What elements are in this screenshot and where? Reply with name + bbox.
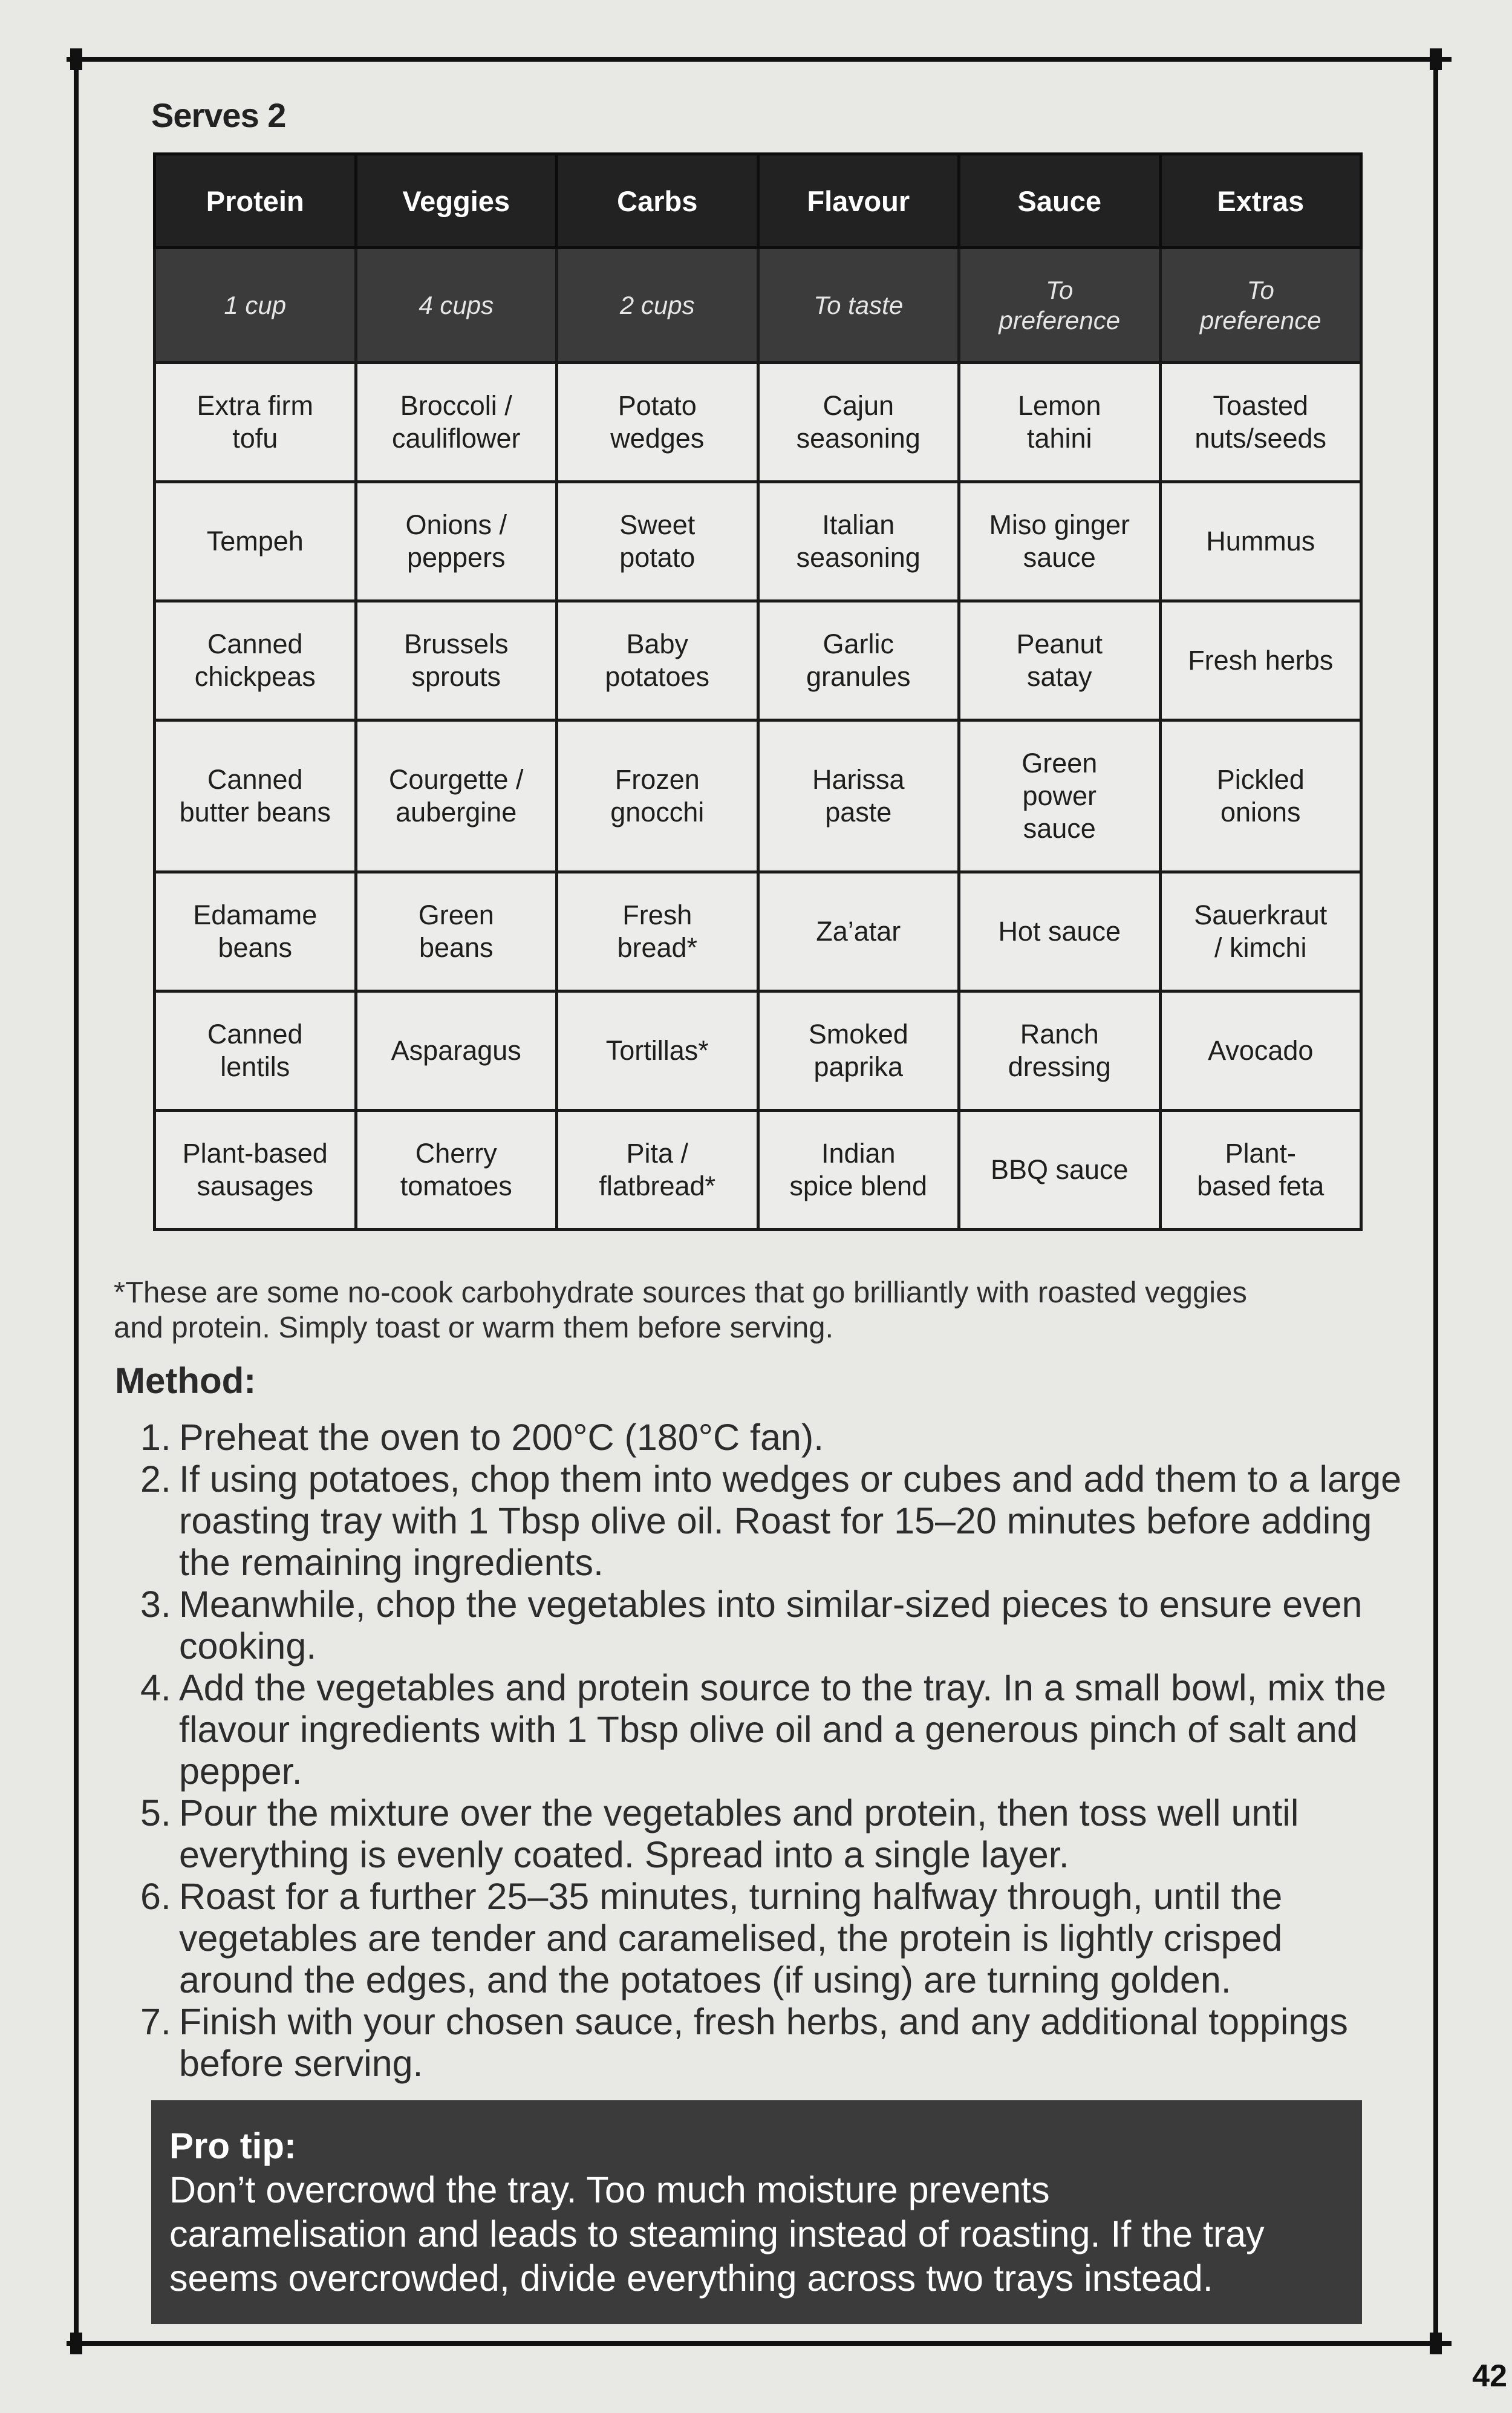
- table-cell: Hummus: [1160, 482, 1361, 601]
- method-step: [140, 1417, 1404, 1458]
- table-row: [155, 363, 1361, 482]
- table-cell: Miso ginger sauce: [959, 482, 1161, 601]
- table-cell: BBQ sauce: [959, 1111, 1161, 1230]
- frame-bottom-line: [67, 2341, 1452, 2346]
- table-cell: Fresh herbs: [1160, 601, 1361, 720]
- table-cell: Pickled onions: [1160, 720, 1361, 872]
- header-veggies: Veggies: [356, 154, 557, 248]
- table-cell: Baby potatoes: [557, 601, 758, 720]
- method-step: [140, 1792, 1404, 1876]
- method-step: [140, 2001, 1404, 2085]
- step-number: 6.: [140, 1876, 171, 1917]
- frame-corner-mark: [70, 2333, 82, 2354]
- table-cell: Pita / flatbread*: [557, 1111, 758, 1230]
- pro-tip-box: [151, 2100, 1362, 2324]
- step-number: 7.: [140, 2001, 171, 2042]
- method-step: [140, 1458, 1404, 1584]
- ingredients-table: [153, 152, 1363, 1231]
- frame-right-line: [1433, 57, 1438, 2346]
- header-carbs: Carbs: [557, 154, 758, 248]
- table-row: [155, 1111, 1361, 1230]
- table-cell: Broccoli / cauliflower: [356, 363, 557, 482]
- quantity-cell: 4 cups: [356, 248, 557, 363]
- table-cell: Tortillas*: [557, 991, 758, 1111]
- table-cell: Sauerkraut / kimchi: [1160, 872, 1361, 991]
- table-cell: Edamame beans: [155, 872, 356, 991]
- quantity-cell: To preference: [1160, 248, 1361, 363]
- table-cell: Plant- based feta: [1160, 1111, 1361, 1230]
- table-cell: Extra firm tofu: [155, 363, 356, 482]
- table-cell: Peanut satay: [959, 601, 1161, 720]
- frame-top-line: [67, 57, 1452, 62]
- method-step: [140, 1584, 1404, 1667]
- method-step: [140, 1667, 1404, 1792]
- method-steps-list: [140, 1417, 1404, 2085]
- table-cell: Canned chickpeas: [155, 601, 356, 720]
- frame-left-line: [74, 57, 79, 2346]
- step-number: 3.: [140, 1584, 171, 1625]
- table-cell: Courgette / aubergine: [356, 720, 557, 872]
- table-cell: Harissa paste: [758, 720, 959, 872]
- quantity-row: [155, 248, 1361, 363]
- table-cell: Ranch dressing: [959, 991, 1161, 1111]
- table-cell: Potato wedges: [557, 363, 758, 482]
- frame-corner-mark: [70, 48, 82, 70]
- step-number: 1.: [140, 1417, 171, 1458]
- step-number: 2.: [140, 1458, 171, 1500]
- table-cell: Toasted nuts/seeds: [1160, 363, 1361, 482]
- table-row: [155, 991, 1361, 1111]
- header-protein: Protein: [155, 154, 356, 248]
- table-cell: Onions / peppers: [356, 482, 557, 601]
- table-cell: Avocado: [1160, 991, 1361, 1111]
- pro-tip-body: Don’t overcrowd the tray. Too much moisture prevents caramelisation and leads to steaming instead of roasting. If the tray seems overcrowded, divide everything across two trays instead.: [169, 2169, 1265, 2299]
- table-row: [155, 482, 1361, 601]
- step-text: Finish with your chosen sauce, fresh herbs, and any additional toppings before serving.: [179, 2001, 1348, 2084]
- table-cell: Canned butter beans: [155, 720, 356, 872]
- header-sauce: Sauce: [959, 154, 1161, 248]
- step-text: Add the vegetables and protein source to the tray. In a small bowl, mix the flavour ingredients with 1 Tbsp olive oil and a generous pinch of salt and pepper.: [179, 1667, 1387, 1792]
- method-heading: Method:: [115, 1360, 256, 1401]
- pro-tip-title: Pro tip:: [169, 2126, 296, 2166]
- table-header-row: [155, 154, 1361, 248]
- step-number: 5.: [140, 1792, 171, 1833]
- table-cell: Smoked paprika: [758, 991, 959, 1111]
- table-cell: Italian seasoning: [758, 482, 959, 601]
- frame-corner-mark: [1430, 2333, 1442, 2354]
- quantity-cell: 1 cup: [155, 248, 356, 363]
- serves-label: Serves 2: [151, 96, 286, 134]
- table-cell: Plant-based sausages: [155, 1111, 356, 1230]
- step-text: If using potatoes, chop them into wedges or cubes and add them to a large roasting tray with 1 Tbsp olive oil. Roast for 15–20 minutes before adding the remaining ingredients.: [179, 1458, 1402, 1583]
- step-text: Meanwhile, chop the vegetables into similar-sized pieces to ensure even cooking.: [179, 1584, 1363, 1667]
- quantity-cell: To preference: [959, 248, 1161, 363]
- table-cell: Asparagus: [356, 991, 557, 1111]
- method-step: [140, 1876, 1404, 2001]
- table-cell: Frozen gnocchi: [557, 720, 758, 872]
- table-cell: Indian spice blend: [758, 1111, 959, 1230]
- table-cell: Fresh bread*: [557, 872, 758, 991]
- quantity-cell: 2 cups: [557, 248, 758, 363]
- table-row: [155, 720, 1361, 872]
- table-cell: Sweet potato: [557, 482, 758, 601]
- carbs-footnote: *These are some no-cook carbohydrate sources that go brilliantly with roasted veggies and protein. Simply toast or warm them before serving.: [114, 1276, 1247, 1344]
- table-cell: Cajun seasoning: [758, 363, 959, 482]
- step-number: 4.: [140, 1667, 171, 1708]
- table-row: [155, 601, 1361, 720]
- header-flavour: Flavour: [758, 154, 959, 248]
- table-cell: Green beans: [356, 872, 557, 991]
- quantity-cell: To taste: [758, 248, 959, 363]
- page-number: 42: [1472, 2359, 1507, 2394]
- header-extras: Extras: [1160, 154, 1361, 248]
- table-row: [155, 872, 1361, 991]
- table-cell: Garlic granules: [758, 601, 959, 720]
- table-cell: Za’atar: [758, 872, 959, 991]
- table-cell: Tempeh: [155, 482, 356, 601]
- table-cell: Cherry tomatoes: [356, 1111, 557, 1230]
- table-cell: Lemon tahini: [959, 363, 1161, 482]
- table-cell: Hot sauce: [959, 872, 1161, 991]
- table-cell: Green power sauce: [959, 720, 1161, 872]
- table-cell: Brussels sprouts: [356, 601, 557, 720]
- frame-corner-mark: [1430, 48, 1442, 70]
- step-text: Roast for a further 25–35 minutes, turning halfway through, until the vegetables are tender and caramelised, the protein is lightly crisped around the edges, and the potatoes (if using) are turning golden.: [179, 1876, 1283, 2000]
- table-cell: Canned lentils: [155, 991, 356, 1111]
- step-text: Preheat the oven to 200°C (180°C fan).: [179, 1417, 824, 1458]
- step-text: Pour the mixture over the vegetables and protein, then toss well until everything is evenly coated. Spread into a single layer.: [179, 1792, 1299, 1875]
